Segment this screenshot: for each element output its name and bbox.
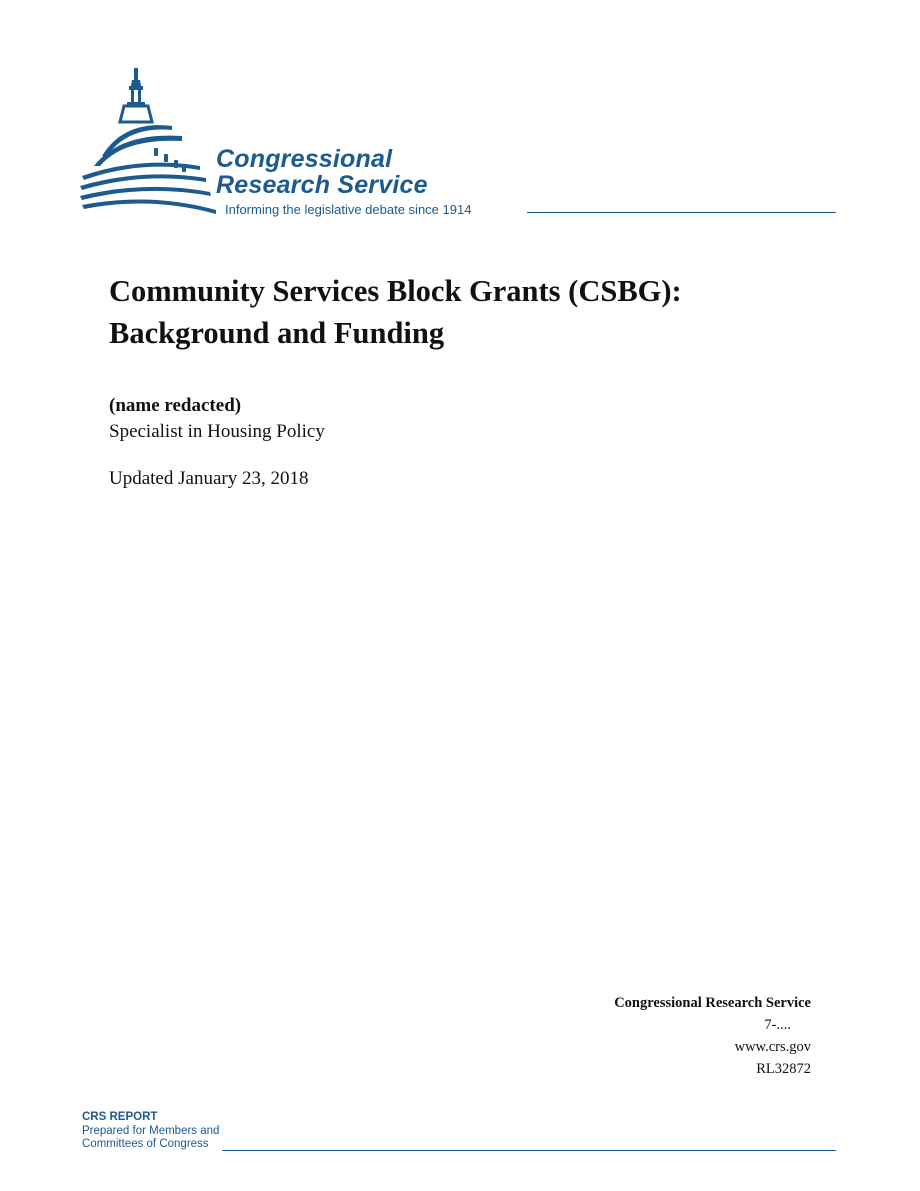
title-line-2: Background and Funding bbox=[109, 316, 445, 350]
report-title bbox=[109, 270, 829, 354]
footer-line-2: Committees of Congress bbox=[82, 1138, 209, 1150]
footer-divider bbox=[222, 1150, 836, 1151]
footer-line-1: Prepared for Members and bbox=[82, 1124, 220, 1137]
info-report-number: RL32872 bbox=[756, 1061, 811, 1077]
title-line-1: Community Services Block Grants (CSBG): bbox=[109, 274, 682, 308]
author-name: (name redacted) bbox=[109, 395, 242, 416]
logo-tagline: Informing the legislative debate since 1914 bbox=[225, 202, 472, 217]
info-org: Congressional Research Service bbox=[614, 995, 811, 1011]
info-code-text: 7-.... bbox=[764, 1017, 791, 1033]
updated-date: Updated January 23, 2018 bbox=[109, 468, 309, 489]
footer-heading: CRS REPORT bbox=[82, 1111, 158, 1123]
crs-report-footer bbox=[82, 1111, 836, 1152]
info-url[interactable]: www.crs.gov bbox=[734, 1039, 811, 1055]
crs-wordmark bbox=[216, 146, 428, 198]
crs-logo bbox=[80, 64, 840, 224]
author-block bbox=[109, 393, 325, 445]
info-code bbox=[614, 1014, 811, 1036]
logo-divider bbox=[527, 212, 836, 213]
author-role: Specialist in Housing Policy bbox=[109, 421, 325, 442]
logo-org-line2: Research Service bbox=[216, 171, 428, 199]
logo-org-line1: Congressional bbox=[216, 145, 393, 173]
capitol-dome-icon bbox=[80, 64, 220, 219]
report-info-block bbox=[614, 992, 811, 1080]
